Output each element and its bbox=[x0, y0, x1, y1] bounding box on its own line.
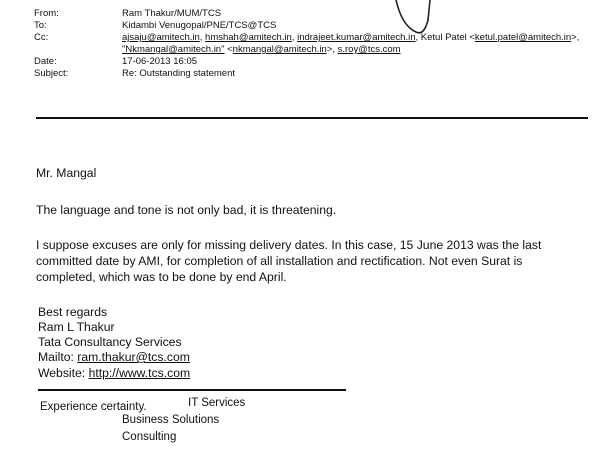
closing: Best regards bbox=[38, 305, 108, 319]
salutation: Mr. Mangal bbox=[36, 166, 97, 180]
cc-address[interactable]: ajsaju@amitech.in bbox=[122, 32, 200, 43]
cc-separator: < bbox=[224, 44, 233, 55]
cc-address[interactable]: nkmangal@amitech.in bbox=[232, 44, 327, 55]
cc-separator: , bbox=[199, 32, 206, 43]
service-it: IT Services bbox=[188, 397, 246, 409]
paragraph-2-line-3: completed, which was to be done by end April. bbox=[36, 270, 287, 284]
cc-separator: >, bbox=[326, 44, 338, 55]
date-value: 17-06-2013 16:05 bbox=[122, 56, 198, 67]
header-subject bbox=[34, 68, 236, 79]
date-label: Date: bbox=[34, 56, 57, 67]
header-cc-cont bbox=[34, 44, 401, 55]
tagline: Experience certainty. bbox=[40, 401, 147, 413]
subject-value: Re: Outstanding statement bbox=[122, 68, 236, 79]
header-cc bbox=[34, 32, 580, 43]
mailto-label: Mailto: bbox=[38, 350, 78, 364]
cc-separator: , Ketul Patel < bbox=[415, 32, 475, 43]
to-label: To: bbox=[34, 20, 47, 31]
cc-label: Cc: bbox=[34, 32, 49, 43]
header-to bbox=[34, 20, 277, 31]
header-date bbox=[34, 56, 198, 67]
subject-label: Subject: bbox=[34, 68, 69, 79]
signer-company: Tata Consultancy Services bbox=[38, 335, 182, 349]
signature-divider bbox=[38, 389, 346, 391]
cc-address[interactable]: ketul.patel@amitech.in bbox=[474, 32, 572, 43]
cc-address[interactable]: hmshah@amitech.in bbox=[205, 32, 292, 43]
mailto-line bbox=[38, 350, 190, 366]
cc-address[interactable]: indrajeet.kumar@amitech.in bbox=[297, 32, 416, 43]
service-consulting: Consulting bbox=[122, 431, 177, 443]
to-value: Kidambi Venugopal/PNE/TCS@TCS bbox=[122, 20, 277, 31]
cc-address[interactable]: s.roy@tcs.com bbox=[337, 44, 401, 55]
cc-line-1 bbox=[122, 32, 579, 43]
cc-separator: >, bbox=[571, 32, 580, 43]
website-line bbox=[38, 366, 190, 382]
cc-line-2 bbox=[122, 44, 401, 55]
paragraph-2-line-2: committed date by AMI, for completion of all installation and rectification. Not even Surat is bbox=[36, 254, 523, 268]
header-divider bbox=[36, 117, 588, 119]
service-business: Business Solutions bbox=[122, 414, 220, 426]
cc-address[interactable]: "Nkmangal@amitech.in" bbox=[122, 44, 225, 55]
paragraph-1: The language and tone is not only bad, it is threatening. bbox=[36, 203, 337, 217]
mailto-link[interactable]: ram.thakur@tcs.com bbox=[77, 350, 190, 364]
from-value: Ram Thakur/MUM/TCS bbox=[122, 8, 222, 19]
cc-separator: , bbox=[291, 32, 298, 43]
website-label: Website: bbox=[38, 366, 89, 380]
signer-name: Ram L Thakur bbox=[38, 320, 115, 334]
paragraph-2-line-1: I suppose excuses are only for missing delivery dates. In this case, 15 June 2013 was the last bbox=[36, 238, 542, 252]
from-label: From: bbox=[34, 8, 59, 19]
header-from bbox=[34, 8, 222, 19]
website-link[interactable]: http://www.tcs.com bbox=[88, 366, 191, 380]
